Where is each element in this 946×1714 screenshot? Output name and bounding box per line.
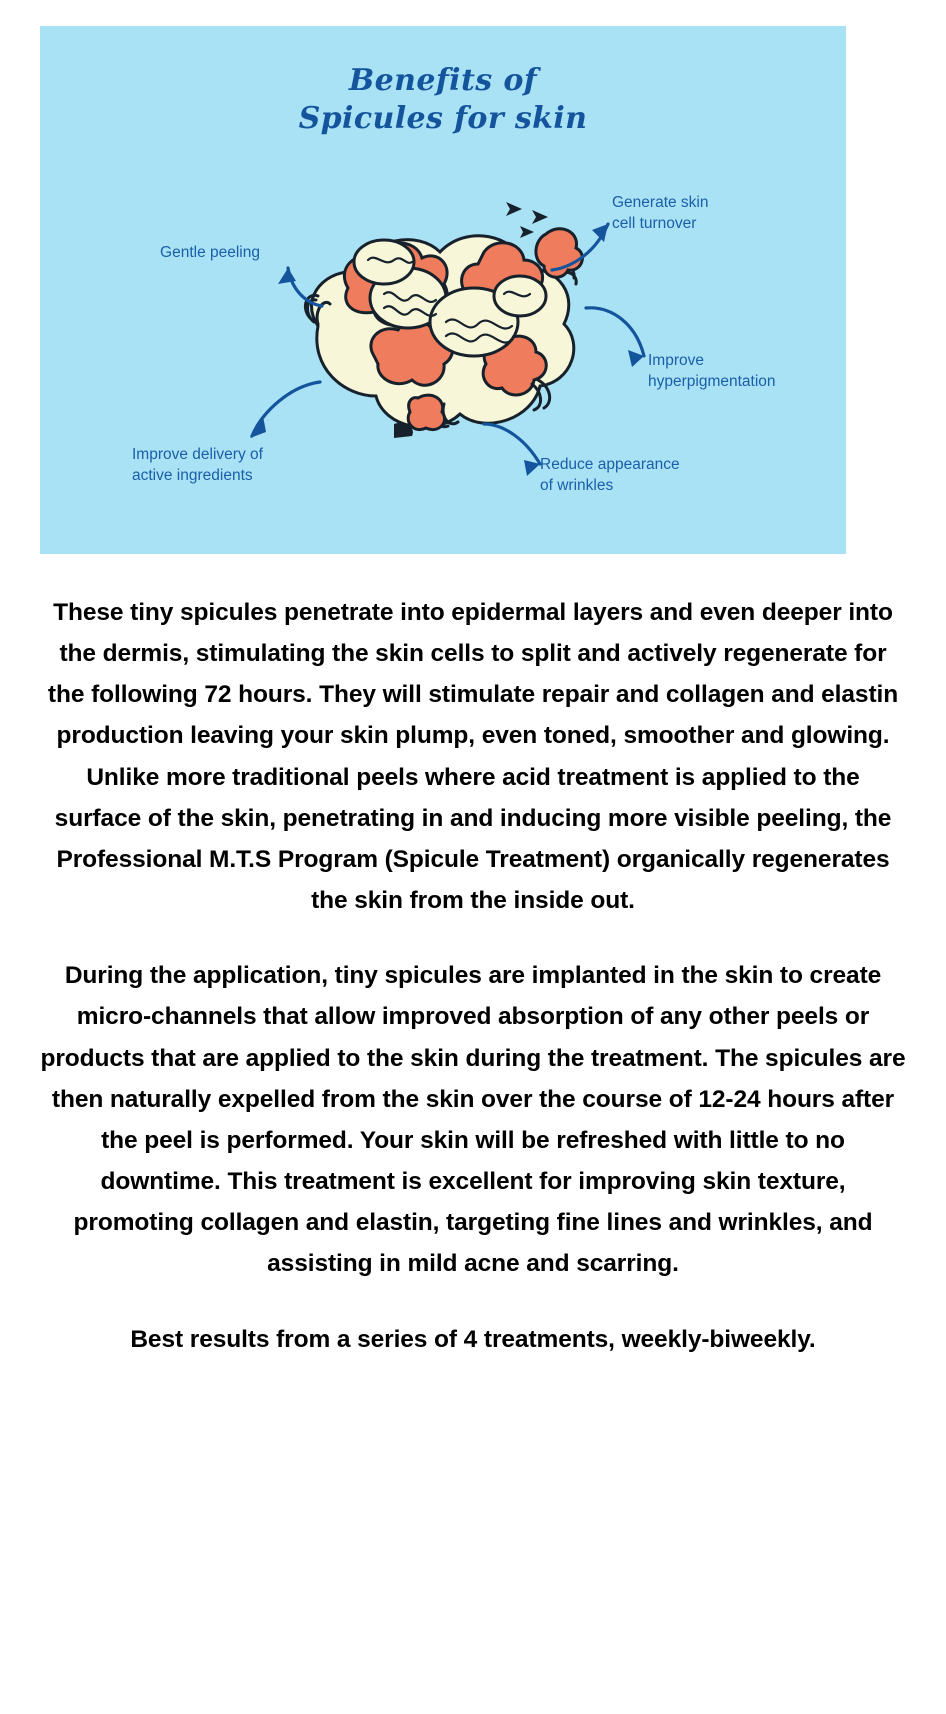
infographic-title-line2: Spicules for skin xyxy=(298,101,588,137)
infographic-title xyxy=(40,62,846,139)
callout-gentle-peeling xyxy=(110,242,260,263)
callout-hyperpigmentation-line2: hyperpigmentation xyxy=(648,373,776,391)
paragraph-1: These tiny spicules penetrate into epidermal layers and even deeper into the dermis, stimulating the skin cells to split and actively regenerate for the following 72 hours. They will stimulate repair and collagen and elastin production leaving your skin plump, even toned, smoother and glowing. Unlike more traditional peels where acid treatment is applied to the surface of the skin, penetrating in and inducing more visible peeling, the Professional M.T.S Program (Spicule Treatment) organically regenerates the skin from the inside out. xyxy=(47,599,899,915)
callout-wrinkles-line1: Reduce appearance xyxy=(540,456,680,473)
paragraph-3: Best results from a series of 4 treatments, weekly-biweekly. xyxy=(130,1325,816,1353)
callout-wrinkles xyxy=(540,454,740,497)
callout-delivery-line1: Improve delivery of xyxy=(132,446,263,463)
arrow-delivery-icon xyxy=(244,364,328,442)
arrow-wrinkles-icon xyxy=(478,418,548,476)
callout-cell-turnover xyxy=(612,192,782,235)
callout-delivery xyxy=(132,444,312,487)
callout-hyperpigmentation-line1: Improve xyxy=(648,352,704,369)
arrow-gentle-peeling-icon xyxy=(258,248,326,312)
benefits-infographic xyxy=(40,26,846,554)
paragraph-2: During the application, tiny spicules are implanted in the skin to create micro-channels that allow improved absorption of any other peels or products that are applied to the skin during the treatment. The spicules are then naturally expelled from the skin over the course of 12-24 hours after the peel is performed. Your skin will be refreshed with little to no downtime. This treatment is excellent for improving skin texture, promoting collagen and elastin, targeting fine lines and wrinkles, and assisting in mild acne and scarring. xyxy=(40,962,906,1278)
page-container xyxy=(0,26,946,1360)
arrow-hyperpigmentation-icon xyxy=(580,298,658,372)
arrow-cell-turnover-icon xyxy=(546,208,622,276)
callout-cell-turnover-line2: cell turnover xyxy=(612,215,697,233)
infographic-title-line1: Benefits of xyxy=(348,63,538,98)
callout-cell-turnover-line1: Generate skin xyxy=(612,194,709,211)
callout-gentle-peeling-label: Gentle peeling xyxy=(160,244,260,261)
callout-delivery-line2: active ingredients xyxy=(132,467,253,485)
callout-wrinkles-line2: of wrinkles xyxy=(540,477,614,495)
article-body xyxy=(40,592,906,1360)
callout-hyperpigmentation xyxy=(648,350,828,393)
